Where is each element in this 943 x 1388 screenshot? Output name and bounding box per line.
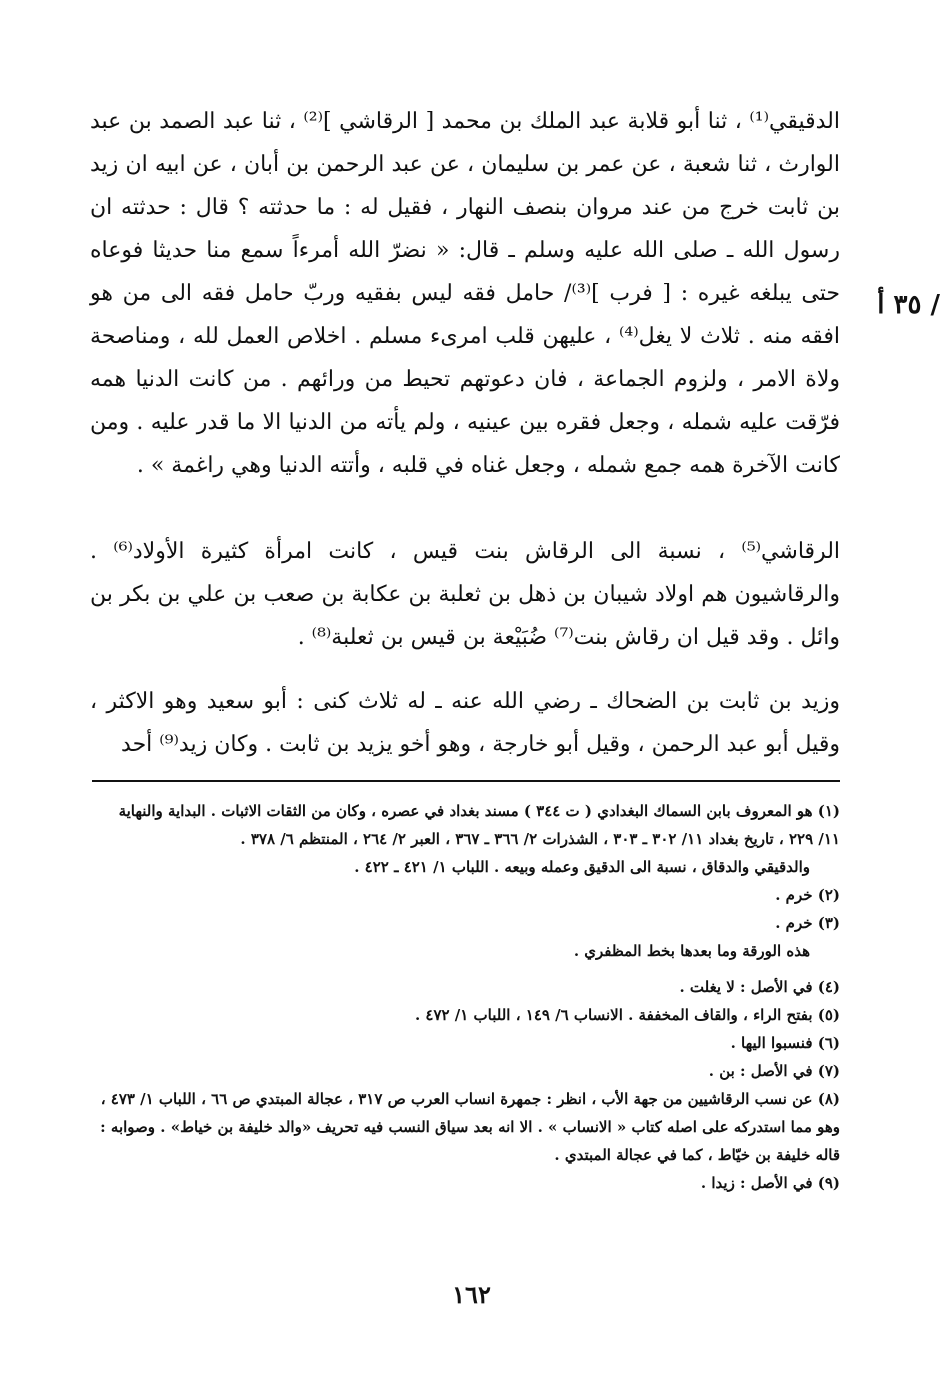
footnote-3-remark: هذه الورقة وما بعدها بخط المظفري . [573,942,810,960]
footnote-8: (٨) عن نسب الرقاشيين من جهة الأب ، انظر : جمهرة انساب العرب ص ٣١٧ ، عجالة المبتدي ص ٦٦ ، اللباب ١/ ٤٧٣ ، وهو مما استدركه على اصله كتاب « الانساب » . الا انه بعد سياق النسب فيه تحريف «والد خليفة بن خياط» . وصوابه : قاله خليفة بن خيّاط ، كما في عجالة المبتدي . [100,1090,840,1164]
footnote-5: (٥) بفتح الراء ، والقاف المخففة . الانساب ٦/ ١٤٩ ، اللباب ١/ ٤٧٢ . [414,1006,840,1024]
footnote-4: (٤) في الأصل : لا يغلت . [679,978,840,996]
page-number: ١٦٢ [452,1280,491,1309]
folio-marker: / ٣٥ أ [877,290,940,320]
paragraph-text: وزيد بن ثابت بن الضحاك ـ رضي الله عنه ـ له ثلاث كنى : أبو سعيد وهو الاكثر ، وقيل أبو عبد الرحمن ، وقيل أبو خارجة ، وهو أخو يزيد بن ثابت . وكان زيد⁽⁹⁾ أحد [90,689,840,757]
main-paragraph-1 [90,100,840,487]
footnote-1: (١) هو المعروف بابن السماك البغدادي ( ت ٣٤٤ ) مسند بغداد في عصره ، وكان من الثقات الاثبات . البداية والنهاية ١١/ ٢٢٩ ، تاريخ بغداد ١١/ ٣٠٢ ـ ٣٠٣ ، الشذرات ٢/ ٣٦٦ ـ ٣٦٧ ، العبر ٢/ ٢٦٤ ، المنتظم ٦/ ٣٧٨ . [118,802,840,848]
main-paragraph-2 [90,530,840,659]
footnote-6: (٦) فنسبوا اليها . [730,1034,840,1052]
main-paragraph-3 [90,680,840,766]
paragraph-text: الرقاشي⁽⁵⁾ ، نسبة الى الرقاش بنت قيس ، كانت امرأة كثيرة الأولاد⁽⁶⁾ . والرقاشيون هم اولاد شيبان بن ذهل بن ثعلبة بن عكابة بن صعب بن علي بن بكر بن وائل . وقد قيل ان رقاش بنت⁽⁷⁾ ضُبَيْعة بن قيس بن ثعلبة⁽⁸⁾ . [90,539,841,650]
footnote-7: (٧) في الأصل : بن . [708,1062,840,1080]
footnote-9: (٩) في الأصل : زيدا . [700,1174,840,1192]
footnotes [92,797,840,1197]
footnote-3: (٣) خرم . [775,914,840,932]
footnote-divider [92,780,840,782]
paragraph-text: الدقيقي⁽¹⁾ ، ثنا أبو قلابة عبد الملك بن محمد [ الرقاشي ]⁽²⁾ ، ثنا عبد الصمد بن عبد الوارث ، ثنا شعبة ، عن عمر بن سليمان ، عن عبد الرحمن بن أبان ، عن ابيه ان زيد بن ثابت خرج من عند مروان بنصف النهار ، فقيل له : ما حدثته ؟ قال : حدثته ان رسول الله ـ صلى الله عليه وسلم ـ قال: « نضرّ الله أمرءاً سمع منا حديثا فوعاه حتى يبلغه غيره : [ فرب ]⁽³⁾/ حامل فقه ليس بفقيه وربّ حامل فقه الى من هو افقه منه . ثلاث لا يغل⁽⁴⁾ ، عليهن قلب امرىء مسلم . اخلاص العمل لله ، ومناصحة ولاة الامر ، ولزوم الجماعة ، فان دعوتهم تحيط من ورائهم . من كانت الدنيا همه فرّقت عليه شمله ، وجعل فقره بين عينيه ، ولم يأته من الدنيا الا ما قدر عليه . ومن كانت الآخرة همه جمع شمله ، وجعل غناه في قلبه ، وأتته الدنيا وهي راغمة » . [90,109,841,478]
footnote-2: (٢) خرم . [775,886,840,904]
footnote-1-continuation: والدقيقي والدقاق ، نسبة الى الدقيق وعمله وبيعه . اللباب ١/ ٤٢١ ـ ٤٢٢ . [354,858,810,876]
